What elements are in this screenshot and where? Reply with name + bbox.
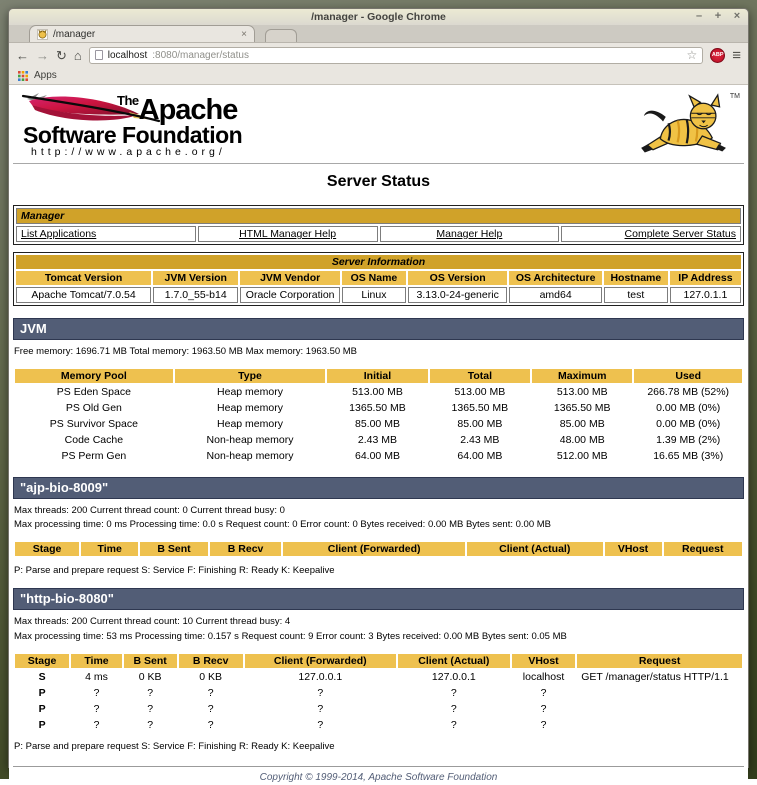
ajp-stats-line2: Max processing time: 0 ms Processing time: 0.0 s Request count: 0 Error count: 0 Bytes received: 0.00 MB Bytes sent: 0.00 MB: [14, 519, 551, 531]
page-icon: [95, 50, 103, 60]
table-cell: Linux: [342, 287, 406, 303]
table-cell: PS Old Gen: [65, 401, 122, 414]
table-row: [15, 449, 742, 463]
table-cell: 16.65 MB (3%): [653, 449, 724, 462]
browser-tab[interactable]: [29, 25, 255, 42]
column-header: JVM Version: [153, 271, 238, 285]
table-cell: 85.00 MB: [355, 417, 400, 430]
table-cell: 1365.50 MB: [553, 401, 611, 414]
server-info-table: [13, 252, 744, 306]
table-row: [15, 686, 742, 700]
ajp-stats-line1: Max threads: 200 Current thread count: 0 Current thread busy: 0: [14, 504, 285, 516]
table-cell: ?: [93, 718, 100, 731]
column-header: Client (Forwarded): [245, 654, 396, 668]
table-cell: 1.39 MB (2%): [656, 433, 721, 446]
tomcat-cat-icon: [636, 95, 732, 157]
server-info-body: [16, 287, 741, 303]
page-content: [9, 85, 748, 785]
table-row: [15, 670, 742, 684]
table-cell: P: [38, 702, 46, 715]
browser-toolbar: [9, 42, 748, 67]
http-requests-body: [15, 670, 742, 732]
home-icon[interactable]: ⌂: [73, 47, 82, 63]
column-header: OS Name: [342, 271, 406, 285]
table-cell: Heap memory: [217, 401, 283, 414]
memory-pool-header-row: [15, 369, 742, 383]
table-cell: 4 ms: [85, 670, 108, 683]
window-title: /manager - Google Chrome: [311, 11, 446, 23]
table-cell: 513.00 MB: [454, 385, 506, 398]
bookmark-star-icon[interactable]: ☆: [686, 48, 698, 62]
http-stage-legend: P: Parse and prepare request S: Service F: Finishing R: Ready K: Keepalive: [14, 740, 335, 752]
column-header: JVM Vendor: [240, 271, 340, 285]
table-cell: Apache Tomcat/7.0.54: [16, 287, 151, 303]
table-cell: Code Cache: [64, 433, 124, 446]
table-cell: test: [604, 287, 668, 303]
table-cell: ?: [450, 686, 457, 699]
table-cell: S: [38, 670, 46, 683]
jvm-section-bar: JVM: [13, 318, 744, 340]
server-info-section-header: Server Information: [16, 255, 741, 269]
table-cell: ?: [93, 686, 100, 699]
table-cell: ?: [540, 702, 547, 715]
table-cell: 0 KB: [138, 670, 162, 683]
column-header: VHost: [605, 542, 662, 556]
ajp-requests-table: [13, 540, 744, 558]
table-cell: Non-heap memory: [206, 433, 294, 446]
link-list-applications[interactable]: List Applications: [21, 228, 97, 240]
back-icon[interactable]: ←: [16, 47, 29, 63]
table-cell: 0 KB: [199, 670, 222, 683]
table-cell: Heap memory: [217, 385, 283, 398]
table-cell: Non-heap memory: [206, 449, 294, 462]
logo-software-foundation: Software Foundation: [23, 122, 243, 148]
column-header: Memory Pool: [15, 369, 173, 383]
tab-strip: [9, 25, 748, 42]
new-tab-button[interactable]: [265, 29, 297, 42]
table-cell: 127.0.0.1: [298, 670, 343, 683]
url-path: :8080/manager/status: [152, 49, 249, 61]
column-header: Request: [664, 542, 742, 556]
column-header: Maximum: [532, 369, 632, 383]
column-header: Used: [634, 369, 742, 383]
table-row: [15, 417, 742, 431]
column-header: OS Architecture: [509, 271, 601, 285]
adblock-extension-icon[interactable]: ABP: [710, 48, 725, 63]
table-cell: ?: [317, 702, 324, 715]
manager-nav-table: [13, 205, 744, 245]
column-header: Total: [430, 369, 530, 383]
http-connector-stats: [14, 615, 743, 644]
tab-close-icon[interactable]: ×: [241, 28, 247, 40]
table-cell: ?: [147, 702, 154, 715]
table-cell: 85.00 MB: [457, 417, 503, 430]
table-cell: ?: [147, 686, 154, 699]
jvm-memory-summary: Free memory: 1696.71 MB Total memory: 1963.50 MB Max memory: 1963.50 MB: [14, 346, 358, 357]
table-cell: [577, 718, 742, 732]
memory-pool-table: [13, 367, 744, 465]
tab-label: /manager: [53, 28, 96, 40]
table-cell: ?: [540, 686, 547, 699]
column-header: B Recv: [179, 654, 243, 668]
table-cell: localhost: [522, 670, 565, 683]
table-cell: 1.7.0_55-b14: [153, 287, 238, 303]
maximize-button[interactable]: +: [714, 10, 722, 22]
table-cell: ?: [450, 718, 457, 731]
table-cell: ?: [93, 702, 100, 715]
column-header: IP Address: [670, 271, 741, 285]
tomcat-logo[interactable]: [636, 93, 740, 159]
table-cell: amd64: [509, 287, 601, 303]
table-cell: P: [38, 718, 46, 731]
table-row: [15, 433, 742, 447]
url-host: localhost: [107, 49, 148, 61]
http-stats-line2: Max processing time: 53 ms Processing time: 0.157 s Request count: 9 Error count: 3 Bytes received: 0.00 MB Bytes sent: 0.05 MB: [14, 630, 567, 642]
logo-url: http://www.apache.org/: [31, 146, 226, 158]
tomcat-favicon: [37, 29, 48, 40]
table-cell: 0.00 MB (0%): [656, 401, 721, 414]
copyright-text: Copyright © 1999-2014, Apache Software Foundation: [259, 771, 498, 783]
table-cell: 127.0.1.1: [670, 287, 741, 303]
column-header: B Sent: [140, 542, 208, 556]
table-cell: 127.0.0.1: [431, 670, 476, 683]
minimize-button[interactable]: –: [695, 10, 703, 22]
table-cell: 2.43 MB: [357, 433, 398, 446]
table-cell: ?: [317, 686, 324, 699]
column-header: Client (Actual): [398, 654, 510, 668]
table-cell: 1365.50 MB: [349, 401, 406, 414]
table-cell: [577, 686, 742, 700]
table-cell: 1365.50 MB: [451, 401, 509, 414]
column-header: Stage: [15, 542, 79, 556]
column-header: Stage: [15, 654, 69, 668]
page-title: Server Status: [326, 173, 431, 190]
table-cell: 48.00 MB: [559, 433, 605, 446]
bookmarks-bar: [9, 67, 748, 85]
ajp-requests-header-row: [15, 542, 742, 556]
table-cell: 512.00 MB: [556, 449, 608, 462]
column-header: Tomcat Version: [16, 271, 151, 285]
table-row: [15, 401, 742, 415]
column-header: Time: [71, 654, 122, 668]
column-header: Client (Forwarded): [283, 542, 465, 556]
table-cell: ?: [207, 702, 214, 715]
link-complete-server-status[interactable]: Complete Server Status: [624, 228, 736, 240]
table-cell: 85.00 MB: [559, 417, 605, 430]
table-cell: 64.00 MB: [355, 449, 400, 462]
table-row: [15, 385, 742, 399]
close-button[interactable]: ×: [733, 10, 741, 22]
window-titlebar[interactable]: [9, 9, 748, 25]
table-cell: 3.13.0-24-generic: [408, 287, 508, 303]
table-cell: 2.43 MB: [460, 433, 500, 446]
http-connector-bar: "http-bio-8080": [13, 588, 744, 610]
table-cell: Oracle Corporation: [240, 287, 340, 303]
ajp-connector-bar: "ajp-bio-8009": [13, 477, 744, 499]
page-header: [13, 91, 744, 159]
table-cell: GET /manager/status HTTP/1.1: [581, 670, 729, 683]
forward-icon[interactable]: →: [36, 47, 49, 63]
manager-section-header: Manager: [16, 208, 741, 224]
column-header: VHost: [512, 654, 575, 668]
table-cell: ?: [317, 718, 324, 731]
table-cell: 513.00 MB: [352, 385, 403, 398]
column-header: Hostname: [604, 271, 668, 285]
table-cell: ?: [147, 718, 154, 731]
column-header: OS Version: [408, 271, 508, 285]
table-cell: 64.00 MB: [457, 449, 503, 462]
column-header: Client (Actual): [467, 542, 602, 556]
table-cell: P: [38, 686, 46, 699]
table-cell: PS Eden Space: [56, 385, 131, 398]
link-manager-help[interactable]: Manager Help: [436, 228, 503, 240]
url-bar[interactable]: [89, 47, 703, 64]
column-header: Type: [175, 369, 326, 383]
table-cell: [577, 702, 742, 716]
http-requests-table: [13, 652, 744, 734]
header-divider: [13, 163, 744, 164]
column-header: Time: [81, 542, 138, 556]
table-cell: ?: [207, 718, 214, 731]
table-cell: ?: [540, 718, 547, 731]
apache-logo[interactable]: [17, 93, 317, 159]
trademark-label: TM: [729, 93, 740, 100]
ajp-stage-legend: P: Parse and prepare request S: Service F: Finishing R: Ready K: Keepalive: [14, 565, 335, 577]
table-row: [15, 718, 742, 732]
ajp-connector-stats: [14, 504, 743, 533]
table-cell: PS Perm Gen: [61, 449, 127, 462]
column-header: B Recv: [210, 542, 281, 556]
table-cell: ?: [450, 702, 457, 715]
table-cell: PS Survivor Space: [49, 417, 138, 430]
reload-icon[interactable]: ↻: [56, 47, 67, 63]
server-info-header-row: [16, 271, 741, 285]
chrome-menu-icon[interactable]: ≡: [732, 46, 741, 64]
logo-apache: Apache: [138, 94, 238, 126]
column-header: Request: [577, 654, 742, 668]
table-cell: 513.00 MB: [556, 385, 608, 398]
table-cell: 0.00 MB (0%): [656, 417, 721, 430]
logo-the: The: [117, 93, 139, 108]
table-cell: ?: [207, 686, 214, 699]
table-cell: Heap memory: [217, 417, 283, 430]
table-cell: 266.78 MB (52%): [647, 385, 730, 398]
apps-grid-icon: [18, 71, 28, 81]
column-header: B Sent: [124, 654, 177, 668]
table-row: [16, 287, 741, 303]
table-row: [15, 702, 742, 716]
browser-window: [8, 8, 749, 783]
link-html-manager-help[interactable]: HTML Manager Help: [239, 228, 337, 240]
column-header: Initial: [327, 369, 427, 383]
apps-bookmark[interactable]: Apps: [34, 70, 57, 81]
memory-pool-body: [15, 385, 742, 463]
http-requests-header-row: [15, 654, 742, 668]
footer-divider: [13, 766, 744, 767]
http-stats-line1: Max threads: 200 Current thread count: 10 Current thread busy: 4: [14, 616, 291, 628]
